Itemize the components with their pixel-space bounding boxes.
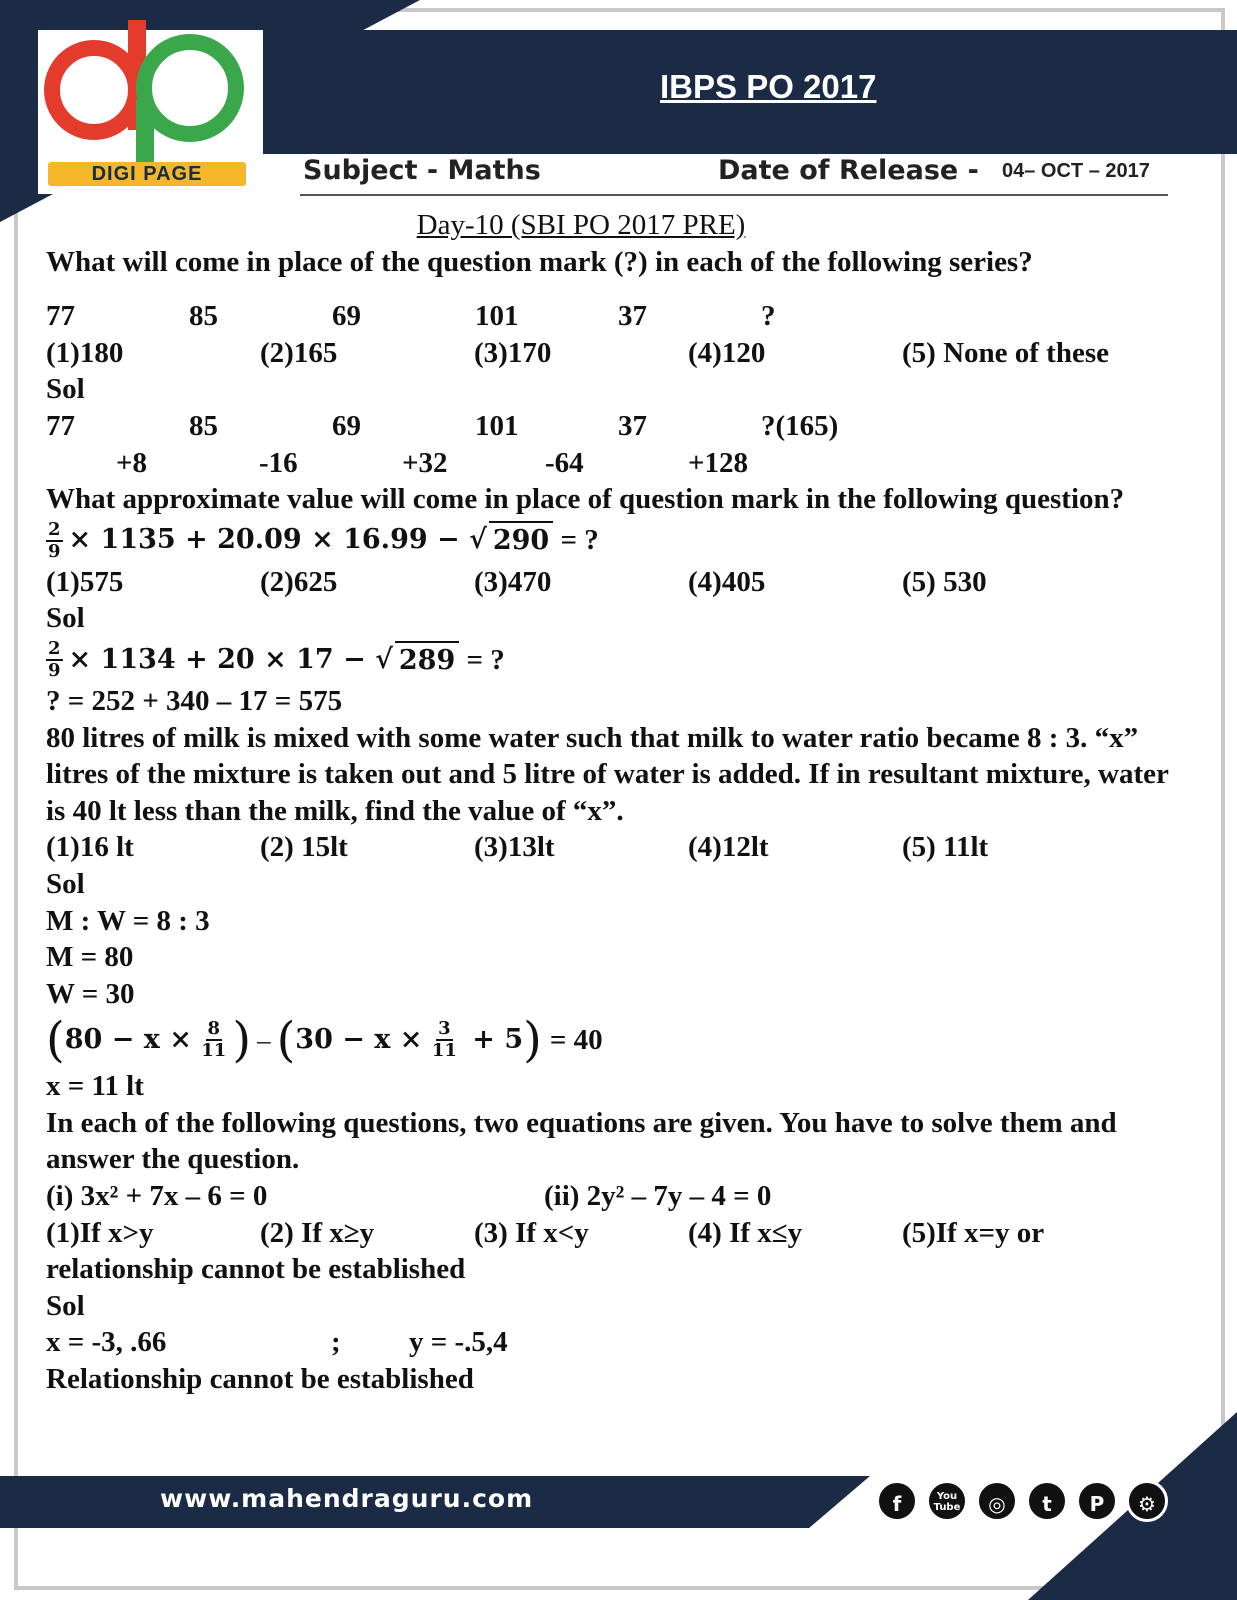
expression-part: 80 − x × <box>64 1023 202 1055</box>
expression-part: × 1134 + 20 × 17 − <box>68 643 376 675</box>
paren-open: ( <box>46 1012 65 1069</box>
date-label: Date of Release - <box>718 155 979 186</box>
option: (5) None of these <box>902 336 1109 369</box>
worksheet-content <box>46 207 1186 1398</box>
series-term: ? <box>761 300 776 333</box>
solution-label: Sol <box>46 373 85 406</box>
series-term: 85 <box>189 300 218 333</box>
option: (1)575 <box>46 565 124 598</box>
option: (3)470 <box>474 565 552 598</box>
question-1-text: What will come in place of the question mark (?) in each of the following series? <box>46 245 1033 278</box>
facebook-icon[interactable]: f <box>876 1480 918 1522</box>
denominator: 11 <box>431 1040 457 1062</box>
difference: +32 <box>402 446 448 479</box>
roots-x: x = -3, .66 <box>46 1326 167 1359</box>
option: (5) 530 <box>902 565 987 598</box>
solution-step: M = 80 <box>46 941 134 974</box>
series-term: 77 <box>46 300 75 333</box>
question-2-solution-expression <box>46 637 1186 683</box>
question-3-answer: x = 11 lt <box>46 1070 144 1103</box>
expression-part: + 5 <box>462 1023 524 1055</box>
difference: +8 <box>116 446 148 479</box>
denominator: 11 <box>201 1040 227 1062</box>
option-continuation: relationship cannot be established <box>46 1253 466 1286</box>
option: (5) 11lt <box>902 831 989 864</box>
option: (1)180 <box>46 336 124 369</box>
question-2-text: What approximate value will come in place of question mark in the following question? <box>46 483 1125 516</box>
solution-step: M : W = 8 : 3 <box>46 904 210 937</box>
difference: +128 <box>688 446 749 479</box>
solution-label: Sol <box>46 602 85 635</box>
series-term: 69 <box>332 300 361 333</box>
question-2-result: ? = 252 + 340 – 17 = 575 <box>46 684 343 717</box>
question-4-equations <box>46 1178 1186 1215</box>
question-4-conclusion: Relationship cannot be established <box>46 1363 474 1396</box>
numerator: 8 <box>207 1018 221 1040</box>
sqrt-sign: √ <box>469 524 487 556</box>
denominator: 9 <box>48 540 61 562</box>
series-term: 69 <box>332 409 361 442</box>
equation-ii: (ii) 2y² – 7y – 4 = 0 <box>544 1180 772 1213</box>
paren-close: ) <box>523 1012 542 1069</box>
option: (3)170 <box>474 336 552 369</box>
fraction <box>46 520 63 562</box>
instagram-icon[interactable]: ◎ <box>976 1480 1018 1522</box>
logo-p-stem <box>136 100 154 170</box>
series-term: 77 <box>46 409 75 442</box>
page-title: Day-10 (SBI PO 2017 PRE) <box>416 209 746 241</box>
expression-part: 30 − x × <box>295 1023 432 1055</box>
option: (1)16 lt <box>46 831 134 864</box>
sqrt-sign: √ <box>375 643 393 675</box>
series-term: 85 <box>189 409 218 442</box>
roots-y: y = -.5,4 <box>409 1326 508 1359</box>
expression-part: × 1135 + 20.09 × 16.99 − <box>68 524 470 556</box>
fraction <box>432 1019 457 1061</box>
radicand: 290 <box>489 521 553 560</box>
difference: -64 <box>545 446 584 479</box>
question-2-expression <box>46 518 1186 564</box>
series-term: 37 <box>618 409 647 442</box>
fraction <box>46 639 63 681</box>
exam-title: IBPS PO 2017 <box>660 68 877 105</box>
fraction <box>201 1019 226 1061</box>
subject-label: Subject - Maths <box>303 155 541 186</box>
option: (3) If x<y <box>474 1216 589 1249</box>
pinterest-icon[interactable]: P <box>1076 1480 1118 1522</box>
youtube-icon[interactable]: You Tube <box>926 1480 968 1522</box>
option: (1)If x>y <box>46 1216 154 1249</box>
option: (4)405 <box>688 565 766 598</box>
header-divider <box>300 194 1168 196</box>
paren-open: ( <box>276 1012 296 1069</box>
radicand: 289 <box>395 641 459 680</box>
separator: ; <box>331 1326 341 1359</box>
option: (2)625 <box>260 565 338 598</box>
solution-label: Sol <box>46 1289 85 1322</box>
solution-step: W = 30 <box>46 977 135 1010</box>
question-1-options <box>46 335 1186 372</box>
option: (4)120 <box>688 336 766 369</box>
option: (5)If x=y or <box>902 1216 1045 1249</box>
series-term: ?(165) <box>761 409 839 442</box>
question-4-options <box>46 1215 1186 1252</box>
brand-name: DIGI PAGE <box>48 162 246 186</box>
minus-sign: – <box>257 1024 271 1055</box>
series-term: 101 <box>475 300 519 333</box>
series-term: 37 <box>618 300 647 333</box>
expression-tail: = ? <box>459 643 505 676</box>
option: (4)12lt <box>688 831 769 864</box>
equation-i: (i) 3x² + 7x – 6 = 0 <box>46 1180 268 1213</box>
option: (2)165 <box>260 336 338 369</box>
question-3-options <box>46 829 1186 866</box>
option: (3)13lt <box>474 831 555 864</box>
android-icon[interactable]: ⚙ <box>1126 1480 1168 1522</box>
series-term: 101 <box>475 409 519 442</box>
twitter-icon[interactable]: t <box>1026 1480 1068 1522</box>
question-3-equation <box>46 1012 1186 1068</box>
expression-tail: = ? <box>553 524 599 557</box>
release-date: 04– OCT – 2017 <box>1002 160 1150 182</box>
numerator: 2 <box>48 637 61 659</box>
solution-label: Sol <box>46 867 85 900</box>
option: (2) 15lt <box>260 831 348 864</box>
question-4-text: In each of the following questions, two equations are given. You have to solve them and answer the question. <box>46 1106 1117 1176</box>
question-1-answer-series <box>46 408 1186 445</box>
option: (2) If x≥y <box>260 1216 375 1249</box>
question-1-differences <box>46 445 1186 482</box>
question-2-options <box>46 564 1186 601</box>
option: (4) If x≤y <box>688 1216 803 1249</box>
numerator: 3 <box>438 1018 451 1040</box>
expression-rhs: = 40 <box>549 1023 603 1056</box>
question-4-roots <box>46 1324 1186 1361</box>
website-link[interactable]: www.mahendraguru.com <box>160 1484 534 1513</box>
difference: -16 <box>259 446 298 479</box>
question-3-text: 80 litres of milk is mixed with some water such that milk to water ratio became 8 : 3. “x” litres of the mixture is taken out and 5 litre of water is added. If in resultant mixture, water is 40 lt less than the milk, find the value of “x”. <box>46 721 1169 827</box>
question-1-series <box>46 298 1186 335</box>
numerator: 2 <box>48 518 61 540</box>
paren-close: ) <box>232 1012 252 1069</box>
denominator: 9 <box>48 659 61 681</box>
